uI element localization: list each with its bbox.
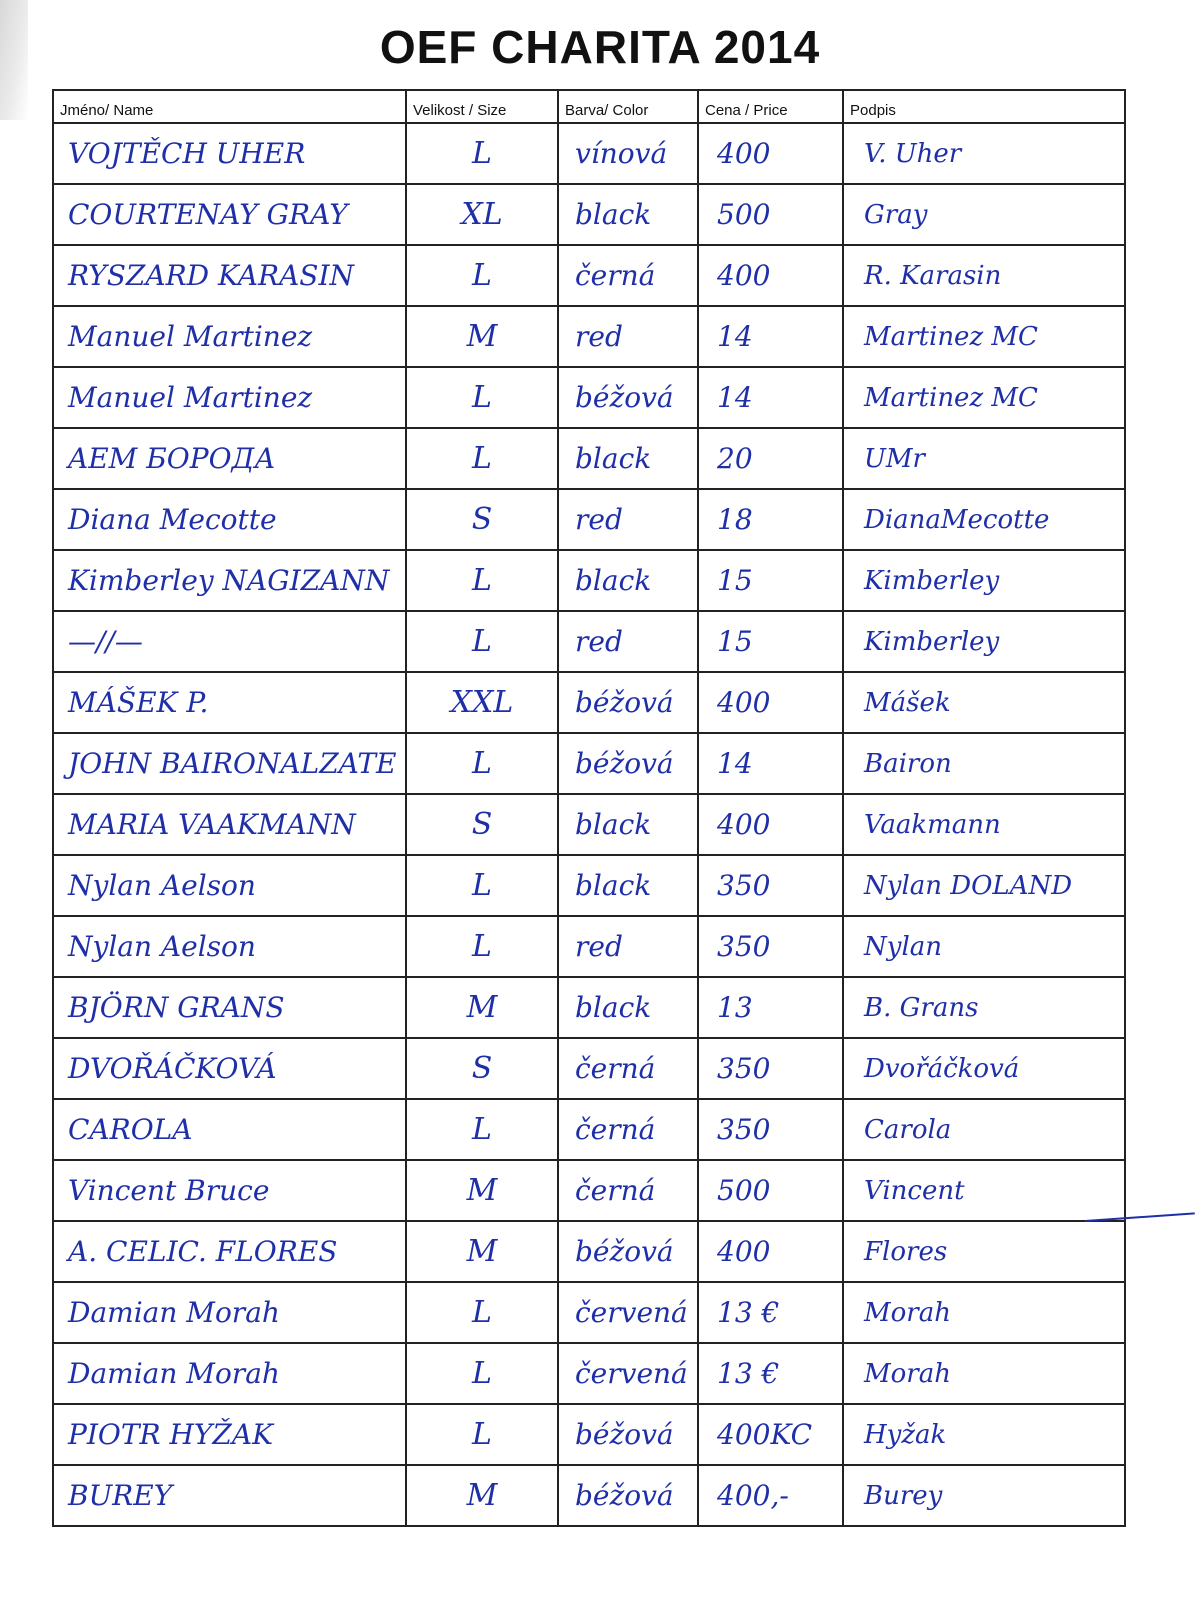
cell-color: béžová — [558, 733, 698, 794]
cell-signature: Dvořáčková — [843, 1038, 1125, 1099]
cell-color: béžová — [558, 367, 698, 428]
cell-size: M — [406, 1465, 558, 1526]
table-row — [53, 1221, 1125, 1282]
table-row — [53, 1343, 1125, 1404]
cell-size: L — [406, 916, 558, 977]
cell-name: DVOŘÁČKOVÁ — [53, 1038, 406, 1099]
cell-size: L — [406, 245, 558, 306]
cell-signature: Bairon — [843, 733, 1125, 794]
cell-price: 400 — [698, 794, 843, 855]
cell-color: černá — [558, 245, 698, 306]
cell-name: MARIA VAAKMANN — [53, 794, 406, 855]
table-row — [53, 306, 1125, 367]
cell-color: béžová — [558, 1404, 698, 1465]
cell-color: béžová — [558, 672, 698, 733]
cell-size: L — [406, 123, 558, 184]
cell-price: 15 — [698, 611, 843, 672]
cell-name: Nylan Aelson — [53, 916, 406, 977]
cell-price: 15 — [698, 550, 843, 611]
table-row — [53, 550, 1125, 611]
cell-signature: Mášek — [843, 672, 1125, 733]
cell-price: 13 € — [698, 1282, 843, 1343]
table-row — [53, 489, 1125, 550]
cell-signature: Nylan — [843, 916, 1125, 977]
table-row — [53, 367, 1125, 428]
cell-name: JOHN BAIRONALZATE — [53, 733, 406, 794]
table-row — [53, 977, 1125, 1038]
cell-size: S — [406, 489, 558, 550]
cell-color: red — [558, 611, 698, 672]
cell-name: Vincent Bruce — [53, 1160, 406, 1221]
cell-signature: Hyžak — [843, 1404, 1125, 1465]
cell-price: 14 — [698, 367, 843, 428]
cell-size: S — [406, 1038, 558, 1099]
cell-signature: Morah — [843, 1282, 1125, 1343]
cell-signature: Nylan DOLAND — [843, 855, 1125, 916]
header-color: Barva/ Color — [558, 90, 698, 123]
cell-size: M — [406, 306, 558, 367]
cell-name: Nylan Aelson — [53, 855, 406, 916]
cell-size: M — [406, 1160, 558, 1221]
cell-color: red — [558, 306, 698, 367]
table-row — [53, 245, 1125, 306]
cell-name: Diana Mecotte — [53, 489, 406, 550]
table-row — [53, 123, 1125, 184]
cell-signature: Vaakmann — [843, 794, 1125, 855]
cell-color: black — [558, 428, 698, 489]
cell-name: MÁŠEK P. — [53, 672, 406, 733]
cell-size: L — [406, 611, 558, 672]
cell-price: 400KC — [698, 1404, 843, 1465]
table-row — [53, 1038, 1125, 1099]
cell-color: red — [558, 489, 698, 550]
cell-price: 350 — [698, 1099, 843, 1160]
cell-color: vínová — [558, 123, 698, 184]
cell-name: Manuel Martinez — [53, 367, 406, 428]
cell-color: červená — [558, 1282, 698, 1343]
cell-size: L — [406, 367, 558, 428]
table-body — [53, 123, 1125, 1526]
table-row — [53, 1160, 1125, 1221]
cell-color: black — [558, 184, 698, 245]
cell-name: Damian Morah — [53, 1343, 406, 1404]
cell-signature: Kimberley — [843, 550, 1125, 611]
cell-size: XXL — [406, 672, 558, 733]
cell-color: black — [558, 794, 698, 855]
cell-color: černá — [558, 1160, 698, 1221]
cell-name: Kimberley NAGIZANN — [53, 550, 406, 611]
cell-color: béžová — [558, 1465, 698, 1526]
header-name: Jméno/ Name — [53, 90, 406, 123]
cell-signature: Flores — [843, 1221, 1125, 1282]
cell-name: PIOTR HYŽAK — [53, 1404, 406, 1465]
table-row — [53, 733, 1125, 794]
cell-signature: Kimberley — [843, 611, 1125, 672]
cell-price: 14 — [698, 306, 843, 367]
table-row — [53, 184, 1125, 245]
cell-name: —//— — [53, 611, 406, 672]
cell-price: 400 — [698, 245, 843, 306]
cell-price: 500 — [698, 184, 843, 245]
cell-price: 20 — [698, 428, 843, 489]
cell-price: 400 — [698, 672, 843, 733]
cell-price: 350 — [698, 916, 843, 977]
cell-price: 350 — [698, 1038, 843, 1099]
cell-color: black — [558, 550, 698, 611]
cell-signature: DianaMecotte — [843, 489, 1125, 550]
header-row — [53, 90, 1125, 123]
cell-price: 18 — [698, 489, 843, 550]
cell-signature: Martinez MC — [843, 367, 1125, 428]
cell-name: CAROLA — [53, 1099, 406, 1160]
cell-size: L — [406, 855, 558, 916]
cell-signature: B. Grans — [843, 977, 1125, 1038]
cell-price: 400 — [698, 123, 843, 184]
cell-price: 350 — [698, 855, 843, 916]
signup-table — [52, 89, 1126, 1527]
cell-signature: Gray — [843, 184, 1125, 245]
cell-color: red — [558, 916, 698, 977]
cell-name: A. CELIC. FLORES — [53, 1221, 406, 1282]
cell-size: M — [406, 1221, 558, 1282]
table-row — [53, 1465, 1125, 1526]
table-row — [53, 1282, 1125, 1343]
cell-signature: UMr — [843, 428, 1125, 489]
cell-color: černá — [558, 1099, 698, 1160]
cell-signature: Burey — [843, 1465, 1125, 1526]
table-row — [53, 916, 1125, 977]
cell-signature: V. Uher — [843, 123, 1125, 184]
table-row — [53, 1099, 1125, 1160]
cell-name: BJÖRN GRANS — [53, 977, 406, 1038]
table-row — [53, 672, 1125, 733]
cell-name: BUREY — [53, 1465, 406, 1526]
header-price: Cena / Price — [698, 90, 843, 123]
cell-size: L — [406, 428, 558, 489]
cell-name: RYSZARD KARASIN — [53, 245, 406, 306]
cell-color: black — [558, 977, 698, 1038]
cell-name: AEM БОРОДА — [53, 428, 406, 489]
cell-price: 500 — [698, 1160, 843, 1221]
cell-signature: R. Karasin — [843, 245, 1125, 306]
cell-color: black — [558, 855, 698, 916]
cell-size: XL — [406, 184, 558, 245]
cell-size: L — [406, 1404, 558, 1465]
cell-signature: Vincent — [843, 1160, 1125, 1221]
table-row — [53, 855, 1125, 916]
cell-price: 13 — [698, 977, 843, 1038]
cell-name: VOJTĚCH UHER — [53, 123, 406, 184]
cell-color: červená — [558, 1343, 698, 1404]
cell-size: L — [406, 1343, 558, 1404]
cell-size: L — [406, 1099, 558, 1160]
cell-signature: Carola — [843, 1099, 1125, 1160]
cell-price: 400 — [698, 1221, 843, 1282]
table-row — [53, 794, 1125, 855]
cell-size: L — [406, 550, 558, 611]
cell-size: S — [406, 794, 558, 855]
cell-size: L — [406, 733, 558, 794]
sheet-title: OEF CHARITA 2014 — [379, 21, 821, 73]
table-row — [53, 428, 1125, 489]
cell-price: 14 — [698, 733, 843, 794]
cell-price: 13 € — [698, 1343, 843, 1404]
cell-signature: Morah — [843, 1343, 1125, 1404]
cell-signature: Martinez MC — [843, 306, 1125, 367]
cell-size: L — [406, 1282, 558, 1343]
header-signature: Podpis — [843, 90, 1125, 123]
table-row — [53, 611, 1125, 672]
cell-name: Manuel Martinez — [53, 306, 406, 367]
cell-name: COURTENAY GRAY — [53, 184, 406, 245]
cell-name: Damian Morah — [53, 1282, 406, 1343]
header-size: Velikost / Size — [406, 90, 558, 123]
cell-size: M — [406, 977, 558, 1038]
cell-color: béžová — [558, 1221, 698, 1282]
cell-color: černá — [558, 1038, 698, 1099]
table-row — [53, 1404, 1125, 1465]
cell-price: 400,- — [698, 1465, 843, 1526]
